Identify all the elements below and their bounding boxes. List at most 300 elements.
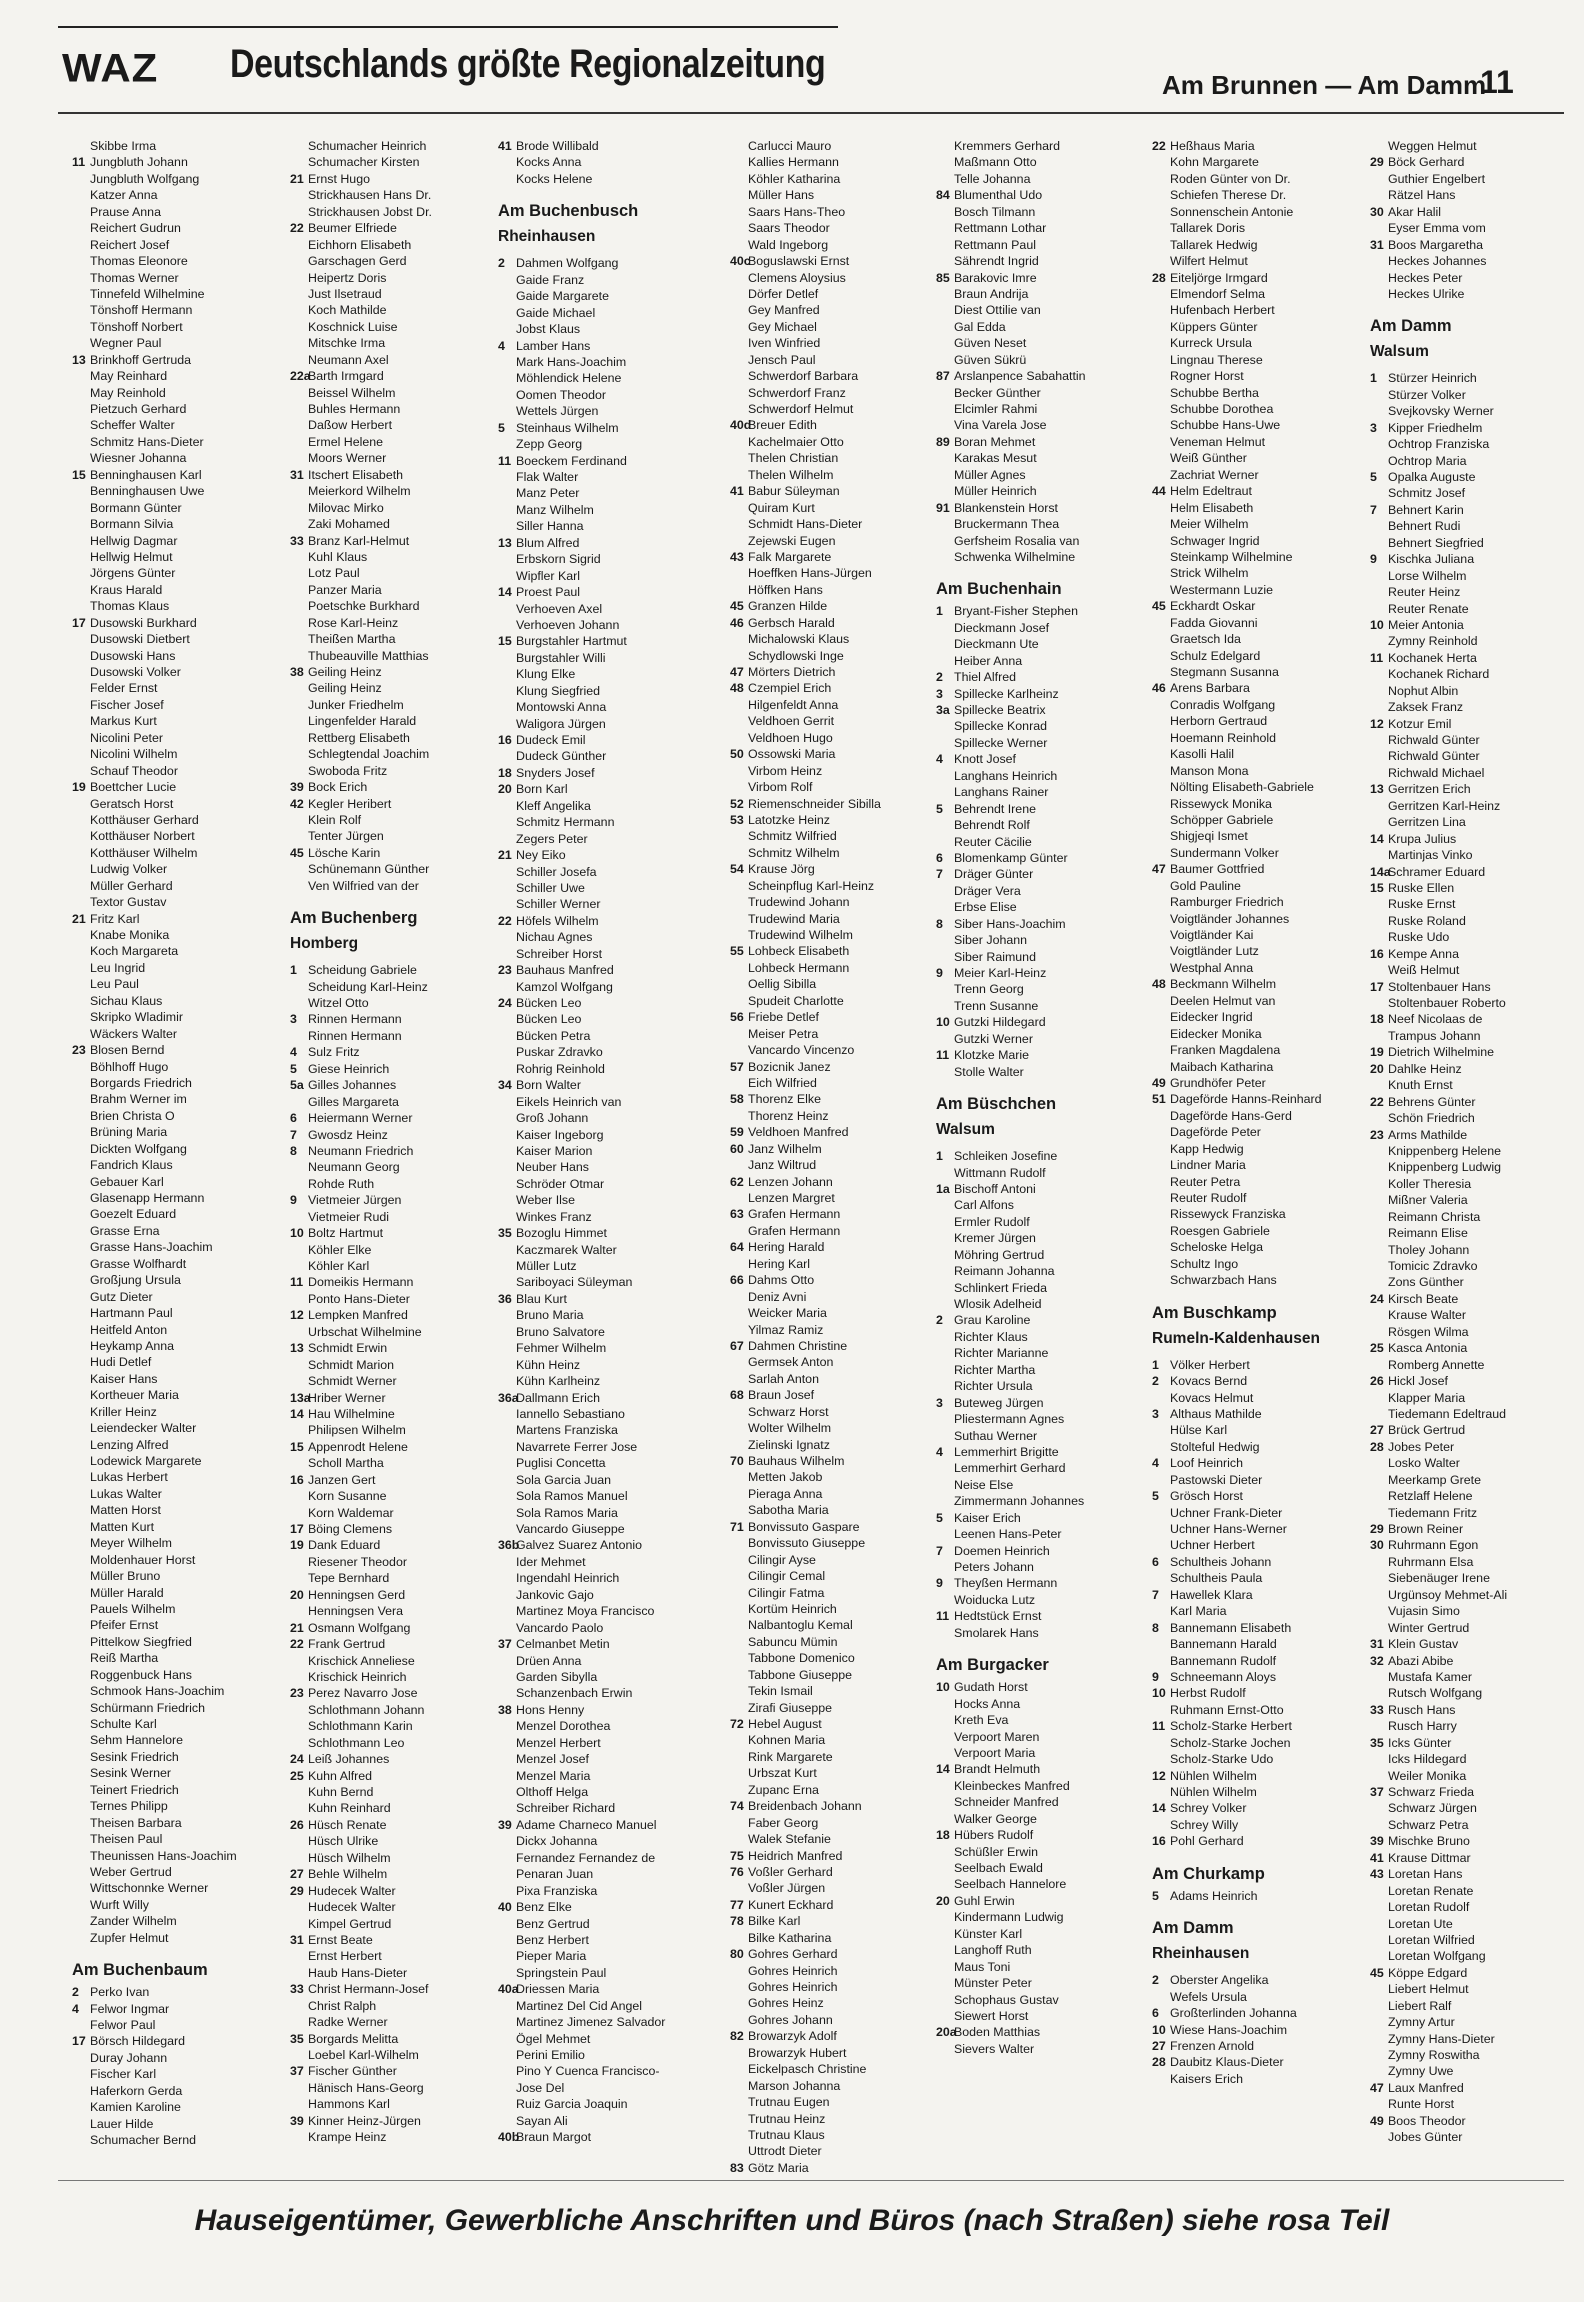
resident-entry xyxy=(730,1617,950,1633)
resident-entry xyxy=(1152,1570,1372,1586)
resident-entry xyxy=(1370,1702,1570,1718)
resident-entry xyxy=(72,1059,292,1075)
district-heading: Rheinhausen xyxy=(1152,1945,1250,1963)
resident-entry xyxy=(730,450,950,466)
house-number: 1 xyxy=(290,963,297,978)
house-number: 22 xyxy=(290,1637,304,1652)
directory-column-4 xyxy=(730,138,950,2176)
resident-name: Grau Karoline xyxy=(954,1313,1031,1328)
resident-entry xyxy=(72,2083,292,2099)
resident-entry xyxy=(730,845,950,861)
resident-name: Loebel Karl-Wilhelm xyxy=(308,2048,419,2062)
resident-name: Kuhn Bernd xyxy=(308,1785,374,1799)
house-number: 3 xyxy=(1152,1406,1159,1421)
resident-entry xyxy=(498,1390,718,1406)
resident-entry xyxy=(498,781,718,797)
house-number: 36a xyxy=(498,1390,519,1405)
house-number: 11 xyxy=(290,1275,304,1290)
resident-name: Ruske Roland xyxy=(1388,913,1466,928)
resident-entry xyxy=(936,434,1156,450)
resident-name: Panzer Maria xyxy=(308,582,382,597)
resident-name: Maßmann Otto xyxy=(954,155,1037,170)
resident-name: Lindner Maria xyxy=(1170,1158,1246,1173)
resident-name: Blomenkamp Günter xyxy=(954,850,1068,865)
resident-entry xyxy=(730,664,950,680)
resident-entry xyxy=(72,812,292,828)
resident-entry xyxy=(498,1866,718,1882)
resident-name: Müller Heinrich xyxy=(954,484,1037,499)
house-number: 84 xyxy=(936,188,950,203)
resident-entry xyxy=(730,812,950,828)
resident-entry xyxy=(936,801,1156,817)
resident-name: Duray Johann xyxy=(90,2050,168,2065)
resident-entry xyxy=(936,784,1156,800)
resident-name: Schröder Otmar xyxy=(516,1176,605,1191)
resident-name: Itschert Elisabeth xyxy=(308,467,404,482)
resident-entry xyxy=(290,680,510,696)
house-number: 45 xyxy=(290,845,304,860)
resident-name: Leenen Hans-Peter xyxy=(954,1527,1062,1542)
resident-name: Arms Mathilde xyxy=(1388,1127,1468,1142)
resident-entry xyxy=(290,2080,510,2096)
resident-entry xyxy=(1370,1094,1570,1110)
resident-name: Westermann Luzie xyxy=(1170,582,1274,597)
house-number: 56 xyxy=(730,1010,744,1025)
resident-entry xyxy=(290,253,510,269)
resident-name: Schauf Theodor xyxy=(90,763,178,778)
resident-name: Stolle Walter xyxy=(954,1064,1024,1079)
resident-name: Lemmerhirt Brigitte xyxy=(954,1444,1059,1459)
resident-entry xyxy=(730,1683,950,1699)
house-number: 12 xyxy=(1370,716,1384,731)
resident-name: Thelen Wilhelm xyxy=(748,467,834,482)
house-number: 27 xyxy=(1370,1423,1384,1438)
resident-entry xyxy=(290,1242,510,1258)
resident-entry xyxy=(1370,1768,1570,1784)
resident-name: Wittmann Rudolf xyxy=(954,1165,1046,1180)
resident-name: Tenter Jürgen xyxy=(308,829,384,844)
resident-entry xyxy=(1370,1488,1570,1504)
resident-entry xyxy=(1370,1340,1570,1356)
resident-name: Rohde Ruth xyxy=(308,1176,375,1191)
resident-entry xyxy=(936,1729,1156,1745)
resident-entry xyxy=(498,798,718,814)
resident-name: Springstein Paul xyxy=(516,1965,607,1980)
resident-name: Breuer Edith xyxy=(748,418,817,433)
resident-name: Drüen Anna xyxy=(516,1653,582,1668)
resident-entry xyxy=(72,1502,292,1518)
resident-entry xyxy=(1370,535,1570,551)
house-number: 74 xyxy=(730,1799,744,1814)
resident-entry xyxy=(936,899,1156,915)
resident-entry xyxy=(498,1077,718,1093)
resident-name: Goezelt Eduard xyxy=(90,1207,177,1222)
resident-name: Zimmermann Johannes xyxy=(954,1494,1085,1509)
resident-name: Boltz Hartmut xyxy=(308,1226,384,1241)
resident-name: Pliestermann Agnes xyxy=(954,1412,1065,1427)
resident-name: Wäckers Walter xyxy=(90,1026,177,1041)
resident-entry xyxy=(730,302,950,318)
house-number: 8 xyxy=(936,916,943,931)
resident-name: Gerritzen Lina xyxy=(1388,815,1466,830)
resident-name: Ternes Philipp xyxy=(90,1799,168,1814)
house-number: 8 xyxy=(1152,1620,1159,1635)
house-number: 13 xyxy=(1370,782,1384,797)
resident-entry xyxy=(1370,666,1570,682)
house-number: 31 xyxy=(1370,1637,1384,1652)
resident-name: Behrendt Rolf xyxy=(954,818,1030,833)
resident-name: Vancardo Vincenzo xyxy=(748,1043,855,1058)
resident-entry xyxy=(72,352,292,368)
resident-entry xyxy=(730,434,950,450)
resident-entry xyxy=(936,1477,1156,1493)
resident-entry xyxy=(72,911,292,927)
resident-entry xyxy=(498,1357,718,1373)
page-number: 11 xyxy=(1480,64,1514,100)
resident-name: Richter Klaus xyxy=(954,1329,1028,1344)
street-heading: Am Buchenbaum xyxy=(72,1961,208,1980)
resident-name: Manz Wilhelm xyxy=(516,502,594,517)
resident-entry xyxy=(72,1190,292,1206)
resident-name: Wiesner Johanna xyxy=(90,451,187,466)
resident-name: Marson Johanna xyxy=(748,2078,841,2093)
resident-name: Kaiser Hans xyxy=(90,1371,158,1386)
resident-entry xyxy=(290,1488,510,1504)
resident-name: Bilke Katharina xyxy=(748,1930,832,1945)
resident-name: Franken Magdalena xyxy=(1170,1043,1281,1058)
resident-entry xyxy=(72,746,292,762)
house-number: 52 xyxy=(730,796,744,811)
resident-entry xyxy=(290,1422,510,1438)
house-number: 39 xyxy=(498,1817,512,1832)
resident-name: Liebert Helmut xyxy=(1388,1982,1469,1997)
house-number: 6 xyxy=(1152,1554,1159,1569)
resident-entry xyxy=(1370,1653,1570,1669)
resident-name: Bilke Karl xyxy=(748,1914,801,1929)
house-number: 14 xyxy=(498,585,512,600)
resident-name: Jankovic Gajo xyxy=(516,1587,594,1602)
resident-entry xyxy=(72,1815,292,1831)
resident-entry xyxy=(1152,1488,1372,1504)
resident-name: Adams Heinrich xyxy=(1170,1888,1258,1903)
resident-entry xyxy=(290,1768,510,1784)
resident-entry xyxy=(1370,1143,1570,1159)
resident-entry xyxy=(1152,1702,1372,1718)
resident-name: Gey Manfred xyxy=(748,303,820,318)
house-number: 41 xyxy=(1370,1850,1384,1865)
resident-name: Schmidt Marion xyxy=(308,1357,395,1372)
resident-name: Heitfeld Anton xyxy=(90,1322,168,1337)
directory-column-7 xyxy=(1370,138,1570,2146)
resident-name: Dageförde Hanns-Reinhard xyxy=(1170,1092,1322,1107)
resident-name: Klapper Maria xyxy=(1388,1390,1466,1405)
house-number: 31 xyxy=(290,1932,304,1947)
resident-entry xyxy=(1370,403,1570,419)
resident-entry xyxy=(1370,1505,1570,1521)
resident-name: Grafen Hermann xyxy=(748,1207,841,1222)
resident-entry xyxy=(72,2132,292,2148)
resident-name: Kaiser Ingeborg xyxy=(516,1127,604,1142)
resident-name: Kasca Antonia xyxy=(1388,1341,1468,1356)
district-heading: Homberg xyxy=(290,935,359,953)
resident-entry xyxy=(730,1190,950,1206)
resident-entry xyxy=(1152,302,1372,318)
house-number: 15 xyxy=(1370,880,1384,895)
resident-entry xyxy=(1370,798,1570,814)
resident-entry xyxy=(72,2066,292,2082)
house-number: 68 xyxy=(730,1388,744,1403)
resident-entry xyxy=(1152,368,1372,384)
resident-name: Nichau Agnes xyxy=(516,930,593,945)
resident-entry xyxy=(72,960,292,976)
house-number: 18 xyxy=(498,765,512,780)
resident-name: Dudeck Günther xyxy=(516,749,607,764)
resident-name: Knabe Monika xyxy=(90,928,170,942)
house-number: 12 xyxy=(290,1308,304,1323)
resident-name: Zaksek Franz xyxy=(1388,700,1464,715)
house-number: 9 xyxy=(290,1193,297,1208)
resident-entry xyxy=(290,1143,510,1159)
resident-name: Doemen Heinrich xyxy=(954,1543,1050,1558)
house-number: 49 xyxy=(1370,2113,1384,2128)
resident-entry xyxy=(730,1749,950,1765)
resident-entry xyxy=(730,1765,950,1781)
resident-name: Zupanc Erna xyxy=(748,1782,819,1797)
resident-name: Stolteful Hedwig xyxy=(1170,1439,1260,1454)
resident-entry xyxy=(290,631,510,647)
resident-name: Peters Johann xyxy=(954,1560,1034,1574)
resident-entry xyxy=(498,666,718,682)
resident-name: Hedtstück Ernst xyxy=(954,1609,1042,1624)
resident-name: Möhlendick Helene xyxy=(516,371,622,386)
resident-name: Zymny Roswitha xyxy=(1388,2048,1480,2062)
resident-name: Ingendahl Heinrich xyxy=(516,1571,620,1586)
resident-name: Weiß Helmut xyxy=(1388,963,1460,978)
house-number: 13 xyxy=(498,535,512,550)
resident-entry xyxy=(730,335,950,351)
resident-entry xyxy=(498,847,718,863)
resident-name: Vietmeier Rudi xyxy=(308,1209,390,1224)
resident-name: Hülse Karl xyxy=(1170,1423,1228,1438)
resident-entry xyxy=(936,850,1156,866)
resident-name: Reuter Cäcilie xyxy=(954,834,1032,849)
resident-entry xyxy=(1370,1636,1570,1652)
resident-name: Loretan Wilfried xyxy=(1388,1932,1475,1947)
house-number: 37 xyxy=(1370,1785,1384,1799)
resident-name: Garden Sibylla xyxy=(516,1669,598,1684)
resident-entry xyxy=(730,1042,950,1058)
resident-entry xyxy=(730,1716,950,1732)
resident-entry xyxy=(936,1329,1156,1345)
house-number: 21 xyxy=(498,848,512,863)
resident-entry xyxy=(1370,485,1570,501)
resident-entry xyxy=(936,1778,1156,1794)
resident-entry xyxy=(936,1411,1156,1427)
resident-name: Schwarz Petra xyxy=(1388,1817,1469,1832)
resident-name: Loretan Renate xyxy=(1388,1883,1474,1898)
resident-name: Ochtrop Franziska xyxy=(1388,437,1490,452)
house-number: 16 xyxy=(1152,1834,1166,1849)
resident-name: Puglisi Concetta xyxy=(516,1456,606,1471)
resident-entry xyxy=(1152,1206,1372,1222)
resident-name: Felwor Ingmar xyxy=(90,2001,170,2016)
house-number: 43 xyxy=(730,549,744,564)
resident-entry xyxy=(72,253,292,269)
resident-name: Klung Siegfried xyxy=(516,683,601,698)
resident-name: Hüsch Wilhelm xyxy=(308,1850,391,1865)
resident-name: Janz Wilhelm xyxy=(748,1141,822,1156)
resident-name: Schwerdorf Franz xyxy=(748,385,846,400)
resident-entry xyxy=(72,1650,292,1666)
resident-name: Thorenz Elke xyxy=(748,1092,822,1107)
house-number: 14 xyxy=(936,1762,950,1777)
resident-name: Borgards Melitta xyxy=(308,2031,399,2046)
resident-entry xyxy=(1370,2080,1570,2096)
house-number: 55 xyxy=(730,944,744,959)
resident-entry xyxy=(1152,697,1372,713)
resident-name: Loretan Rudolf xyxy=(1388,1900,1470,1915)
resident-name: Oomen Theodor xyxy=(516,387,607,402)
resident-entry xyxy=(1370,2063,1570,2079)
resident-entry xyxy=(290,1307,510,1323)
resident-name: Mustafa Kamer xyxy=(1388,1669,1473,1684)
resident-name: Dahms Otto xyxy=(748,1273,815,1288)
resident-name: Uchner Hans-Werner xyxy=(1170,1522,1287,1536)
resident-name: Stürzer Volker xyxy=(1388,387,1466,402)
resident-entry xyxy=(72,730,292,746)
resident-name: Arslanpence Sabahattin xyxy=(954,369,1086,384)
resident-name: Christ Hermann-Josef xyxy=(308,1982,429,1997)
resident-name: Trutnau Klaus xyxy=(748,2127,825,2142)
resident-name: Iannello Sebastiano xyxy=(516,1406,625,1421)
resident-name: Liebert Ralf xyxy=(1388,1998,1452,2013)
resident-name: Schlothmann Karin xyxy=(308,1719,413,1734)
resident-name: Tallarek Hedwig xyxy=(1170,237,1258,252)
resident-entry xyxy=(1152,516,1372,532)
house-number: 87 xyxy=(936,369,950,384)
resident-name: Großterlinden Johanna xyxy=(1170,2006,1297,2021)
resident-entry xyxy=(290,1324,510,1340)
resident-entry xyxy=(290,1620,510,1636)
resident-entry xyxy=(1370,962,1570,978)
resident-name: Sehm Hannelore xyxy=(90,1733,183,1748)
resident-entry xyxy=(730,1124,950,1140)
resident-name: Lotz Paul xyxy=(308,566,360,581)
resident-entry xyxy=(72,1075,292,1091)
resident-entry xyxy=(72,467,292,483)
resident-name: Voigtländer Kai xyxy=(1170,928,1254,942)
resident-name: Mißner Valeria xyxy=(1388,1193,1468,1208)
resident-name: Dahmen Wolfgang xyxy=(516,256,619,271)
resident-name: Rettmann Lothar xyxy=(954,221,1047,236)
resident-entry xyxy=(72,171,292,187)
resident-name: Krause Walter xyxy=(1388,1308,1467,1323)
resident-entry xyxy=(936,1893,1156,1909)
resident-entry xyxy=(936,1148,1156,1164)
resident-name: Brück Gertrud xyxy=(1388,1423,1466,1438)
street-heading: Am Damm xyxy=(1370,317,1452,336)
resident-name: Thomas Klaus xyxy=(90,599,170,614)
street-heading: Am Buchenhain xyxy=(936,580,1062,599)
resident-name: Bryant-Fisher Stephen xyxy=(954,604,1078,619)
resident-entry xyxy=(72,1683,292,1699)
resident-name: Bormann Silvia xyxy=(90,517,174,532)
resident-name: Rusch Hans xyxy=(1388,1702,1456,1717)
resident-entry xyxy=(498,321,718,337)
resident-name: Kapp Hedwig xyxy=(1170,1141,1244,1156)
resident-entry xyxy=(1152,1174,1372,1190)
resident-entry xyxy=(498,1505,718,1521)
resident-name: Tholey Johann xyxy=(1388,1242,1470,1257)
resident-name: Leu Paul xyxy=(90,977,139,992)
resident-name: Meier Wilhelm xyxy=(1170,517,1249,532)
resident-entry xyxy=(1370,1718,1570,1734)
resident-entry xyxy=(290,598,510,614)
resident-name: Dickx Johanna xyxy=(516,1834,598,1849)
resident-name: Arens Barbara xyxy=(1170,681,1250,696)
house-number: 35 xyxy=(290,2031,304,2046)
resident-entry xyxy=(1152,664,1372,680)
resident-name: Heßhaus Maria xyxy=(1170,139,1255,153)
resident-entry xyxy=(936,1992,1156,2008)
resident-name: Bücken Petra xyxy=(516,1028,591,1043)
resident-entry xyxy=(1370,453,1570,469)
resident-name: Geratsch Horst xyxy=(90,796,174,811)
resident-entry xyxy=(498,1636,718,1652)
resident-name: Heipertz Doris xyxy=(308,270,387,285)
resident-name: Behrens Günter xyxy=(1388,1094,1476,1109)
resident-name: Ochtrop Maria xyxy=(1388,453,1467,468)
resident-name: Babur Süleyman xyxy=(748,484,840,499)
resident-entry xyxy=(1152,763,1372,779)
resident-entry xyxy=(290,1883,510,1899)
resident-name: Dageförde Hans-Gerd xyxy=(1170,1108,1292,1123)
resident-name: Barth Irmgard xyxy=(308,369,384,384)
resident-entry xyxy=(1152,533,1372,549)
resident-name: Urgünsoy Mehmet-Ali xyxy=(1388,1587,1508,1602)
resident-entry xyxy=(730,1305,950,1321)
resident-name: Zaki Mohamed xyxy=(308,517,390,532)
resident-name: Ernst Hugo xyxy=(308,171,370,186)
resident-entry xyxy=(72,500,292,516)
resident-name: Kachelmaier Otto xyxy=(748,434,844,449)
house-number: 76 xyxy=(730,1864,744,1879)
resident-entry xyxy=(1370,979,1570,995)
resident-entry xyxy=(290,1735,510,1751)
resident-name: Kirsch Beate xyxy=(1388,1291,1459,1306)
resident-entry xyxy=(730,1519,950,1535)
house-number: 3 xyxy=(1370,420,1377,435)
resident-name: Sola Ramos Manuel xyxy=(516,1489,628,1504)
house-number: 5 xyxy=(1370,470,1377,484)
resident-name: Schneider Manfred xyxy=(954,1795,1059,1810)
resident-name: Tepe Bernhard xyxy=(308,1571,390,1586)
resident-name: Tabbone Domenico xyxy=(748,1651,855,1666)
resident-entry xyxy=(498,650,718,666)
resident-name: Winter Gertrud xyxy=(1388,1620,1470,1635)
top-rule xyxy=(58,26,838,28)
resident-entry xyxy=(290,2129,510,2145)
house-number: 11 xyxy=(72,155,86,170)
resident-entry xyxy=(72,993,292,1009)
resident-entry xyxy=(1152,1272,1372,1288)
house-number: 10 xyxy=(290,1226,304,1241)
resident-name: Winkes Franz xyxy=(516,1209,592,1224)
resident-entry xyxy=(936,1263,1156,1279)
resident-name: Zejewski Eugen xyxy=(748,533,836,548)
resident-entry xyxy=(498,1899,718,1915)
resident-entry xyxy=(1152,483,1372,499)
